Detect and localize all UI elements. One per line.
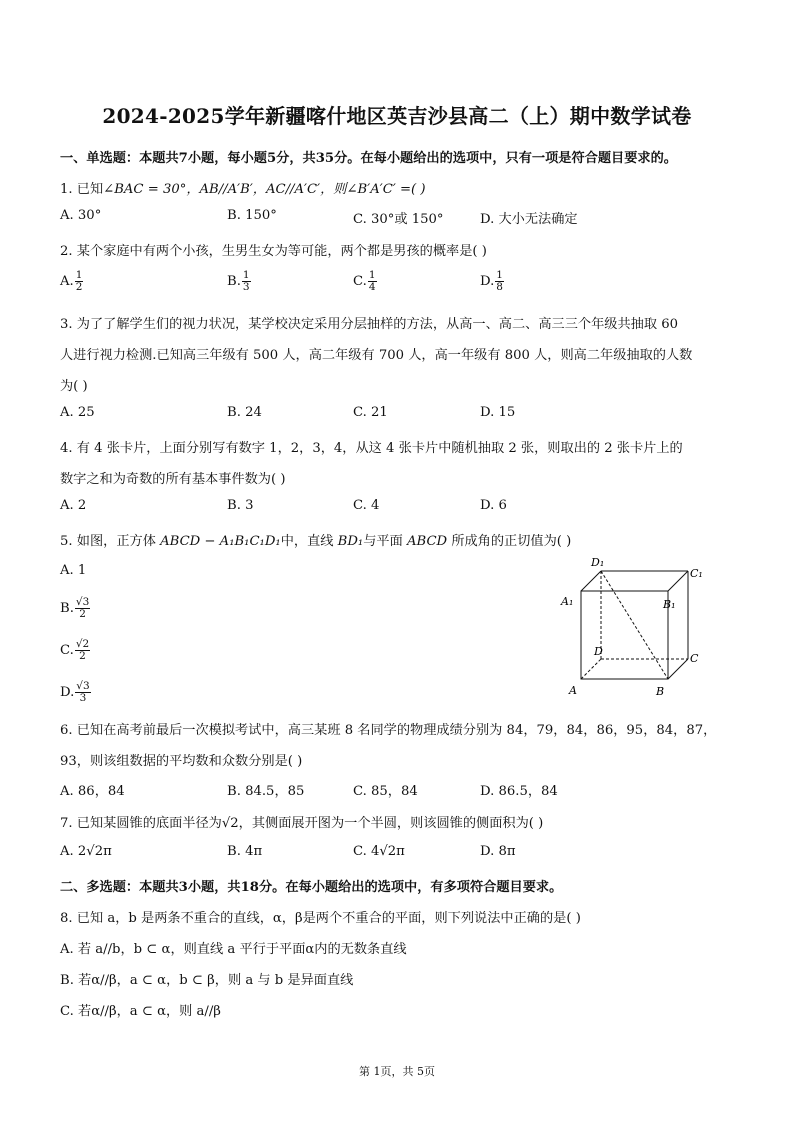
q2-option-c-fraction: $\frac{1}{4}$ [368, 269, 376, 293]
q1-option-a: A. 30° [60, 208, 102, 223]
question-1-prefix: 1. 已知 [60, 182, 104, 197]
q5-option-c-fraction: $\frac{√2}{2}$ [75, 638, 90, 662]
q5-plane: ABCD [406, 534, 448, 549]
question-3-line-1: 3. 为了了解学生们的视力状况，某学校决定采用分层抽样的方法，从高一、高二、高三三个年级共抽取 60 [60, 317, 678, 332]
page-footer: 第 1页，共 5页 [359, 1065, 435, 1078]
question-1 [60, 178, 426, 197]
q6-option-a: A. 86，84 [60, 784, 125, 799]
q5-option-a: A. 1 [60, 563, 87, 578]
q2-option-b: B. $\frac{1}{3}$ [227, 269, 250, 293]
question-3-line-2: 人进行视力检测.已知高三年级有 500 人，高二年级有 700 人，高一年级有 800 人，则高二年级抽取的人数 [60, 348, 693, 363]
question-5: 5. 如图，正方体 ABCD − A₁B₁C₁D₁中，直线 BD₁与平面 ABCD 所成角的正切值为( ) [60, 534, 572, 549]
section-single-choice: 一、单选题：本题共7小题，每小题5分，共35分。在每小题给出的选项中，只有一项是符合题目要求的。 [60, 151, 677, 166]
q5-solid: ABCD − A₁B₁C₁D₁ [160, 534, 281, 549]
question-1-stem: ∠BAC = 30°，AB//A′B′，AC//A′C′，则∠B′A′C′ =( ) [103, 182, 426, 197]
question-4-line-2: 数字之和为奇数的所有基本事件数为( ) [60, 472, 286, 487]
question-8: 8. 已知 a，b 是两条不重合的直线，α，β是两个不重合的平面，则下列说法中正确的是( ) [60, 911, 581, 926]
question-7: 7. 已知某圆锥的底面半径为√2，其侧面展开图为一个半圆，则该圆锥的侧面积为( ) [60, 816, 544, 831]
question-3-line-3: 为( ) [60, 379, 88, 394]
q8-option-b: B. 若α//β，a ⊂ α，b ⊂ β，则 a 与 b 是异面直线 [60, 973, 354, 988]
q7-option-b: B. 4π [227, 844, 263, 859]
exam-title: 2024-2025学年新疆喀什地区英吉沙县高二（上）期中数学试卷 [102, 104, 692, 128]
section-multiple-choice: 二、多选题：本题共3小题，共18分。在每小题给出的选项中，有多项符合题目要求。 [60, 880, 563, 895]
q7-option-d: D. 8π [480, 844, 516, 859]
q1-option-d: D. 大小无法确定 [480, 212, 578, 227]
q8-option-a: A. 若 a//b，b ⊂ α，则直线 a 平行于平面α内的无数条直线 [60, 942, 407, 957]
question-6-line-2: 93，则该组数据的平均数和众数分别是( ) [60, 754, 303, 769]
vertex-label-c: C [690, 652, 699, 665]
question-2: 2. 某个家庭中有两个小孩，生男生女为等可能，两个都是男孩的概率是( ) [60, 244, 487, 259]
question-6-line-1: 6. 已知在高考前最后一次模拟考试中，高三某班 8 名同学的物理成绩分别为 84，79，84，86，95，84，87， [60, 723, 717, 738]
q4-option-a: A. 2 [60, 498, 87, 513]
q4-option-d: D. 6 [480, 498, 507, 513]
q8-option-c: C. 若α//β，a ⊂ α，则 a//β [60, 1004, 221, 1019]
q6-option-b: B. 84.5，85 [227, 784, 305, 799]
vertex-label-d: D [594, 645, 603, 658]
q2-option-a: A. $\frac{1}{2}$ [60, 269, 83, 293]
q2-option-c: C. $\frac{1}{4}$ [353, 269, 376, 293]
q4-option-c: C. 4 [353, 498, 380, 513]
q2-option-d-fraction: $\frac{1}{8}$ [496, 269, 503, 293]
vertex-label-b1: B₁ [663, 598, 676, 611]
q7-option-a: A. 2√2π [60, 844, 112, 859]
q3-option-c: C. 21 [353, 405, 388, 420]
q5-option-b: B. $\frac{√3}{2}$ [60, 596, 90, 620]
vertex-label-c1: C₁ [690, 567, 703, 580]
q7-option-c: C. 4√2π [353, 844, 405, 859]
vertex-label-a: A [569, 684, 577, 697]
q6-option-d: D. 86.5，84 [480, 784, 558, 799]
q5-line: BD₁ [337, 534, 364, 549]
q2-option-b-fraction: $\frac{1}{3}$ [242, 269, 250, 293]
q1-option-b: B. 150° [227, 208, 277, 223]
q5-option-c: C. $\frac{√2}{2}$ [60, 638, 90, 662]
q3-option-b: B. 24 [227, 405, 262, 420]
q3-option-d: D. 15 [480, 405, 516, 420]
vertex-label-b: B [656, 685, 665, 698]
q1-option-c: C. 30°或 150° [353, 212, 444, 227]
question-4-line-1: 4. 有 4 张卡片，上面分别写有数字 1，2，3，4，从这 4 张卡片中随机抽取 2 张，则取出的 2 张卡片上的 [60, 441, 683, 456]
cube-figure [553, 553, 713, 703]
vertex-label-d1: D₁ [591, 556, 605, 569]
q4-option-b: B. 3 [227, 498, 254, 513]
vertex-label-a1: A₁ [561, 595, 574, 608]
q5-option-b-fraction: $\frac{√3}{2}$ [75, 596, 90, 620]
q3-option-a: A. 25 [60, 405, 95, 420]
q6-option-c: C. 85，84 [353, 784, 418, 799]
q5-option-d-fraction: $\frac{√3}{3}$ [76, 680, 90, 704]
q5-option-d: D. $\frac{√3}{3}$ [60, 680, 90, 704]
q2-option-d: D. $\frac{1}{8}$ [480, 269, 503, 293]
q2-option-a-fraction: $\frac{1}{2}$ [75, 269, 83, 293]
